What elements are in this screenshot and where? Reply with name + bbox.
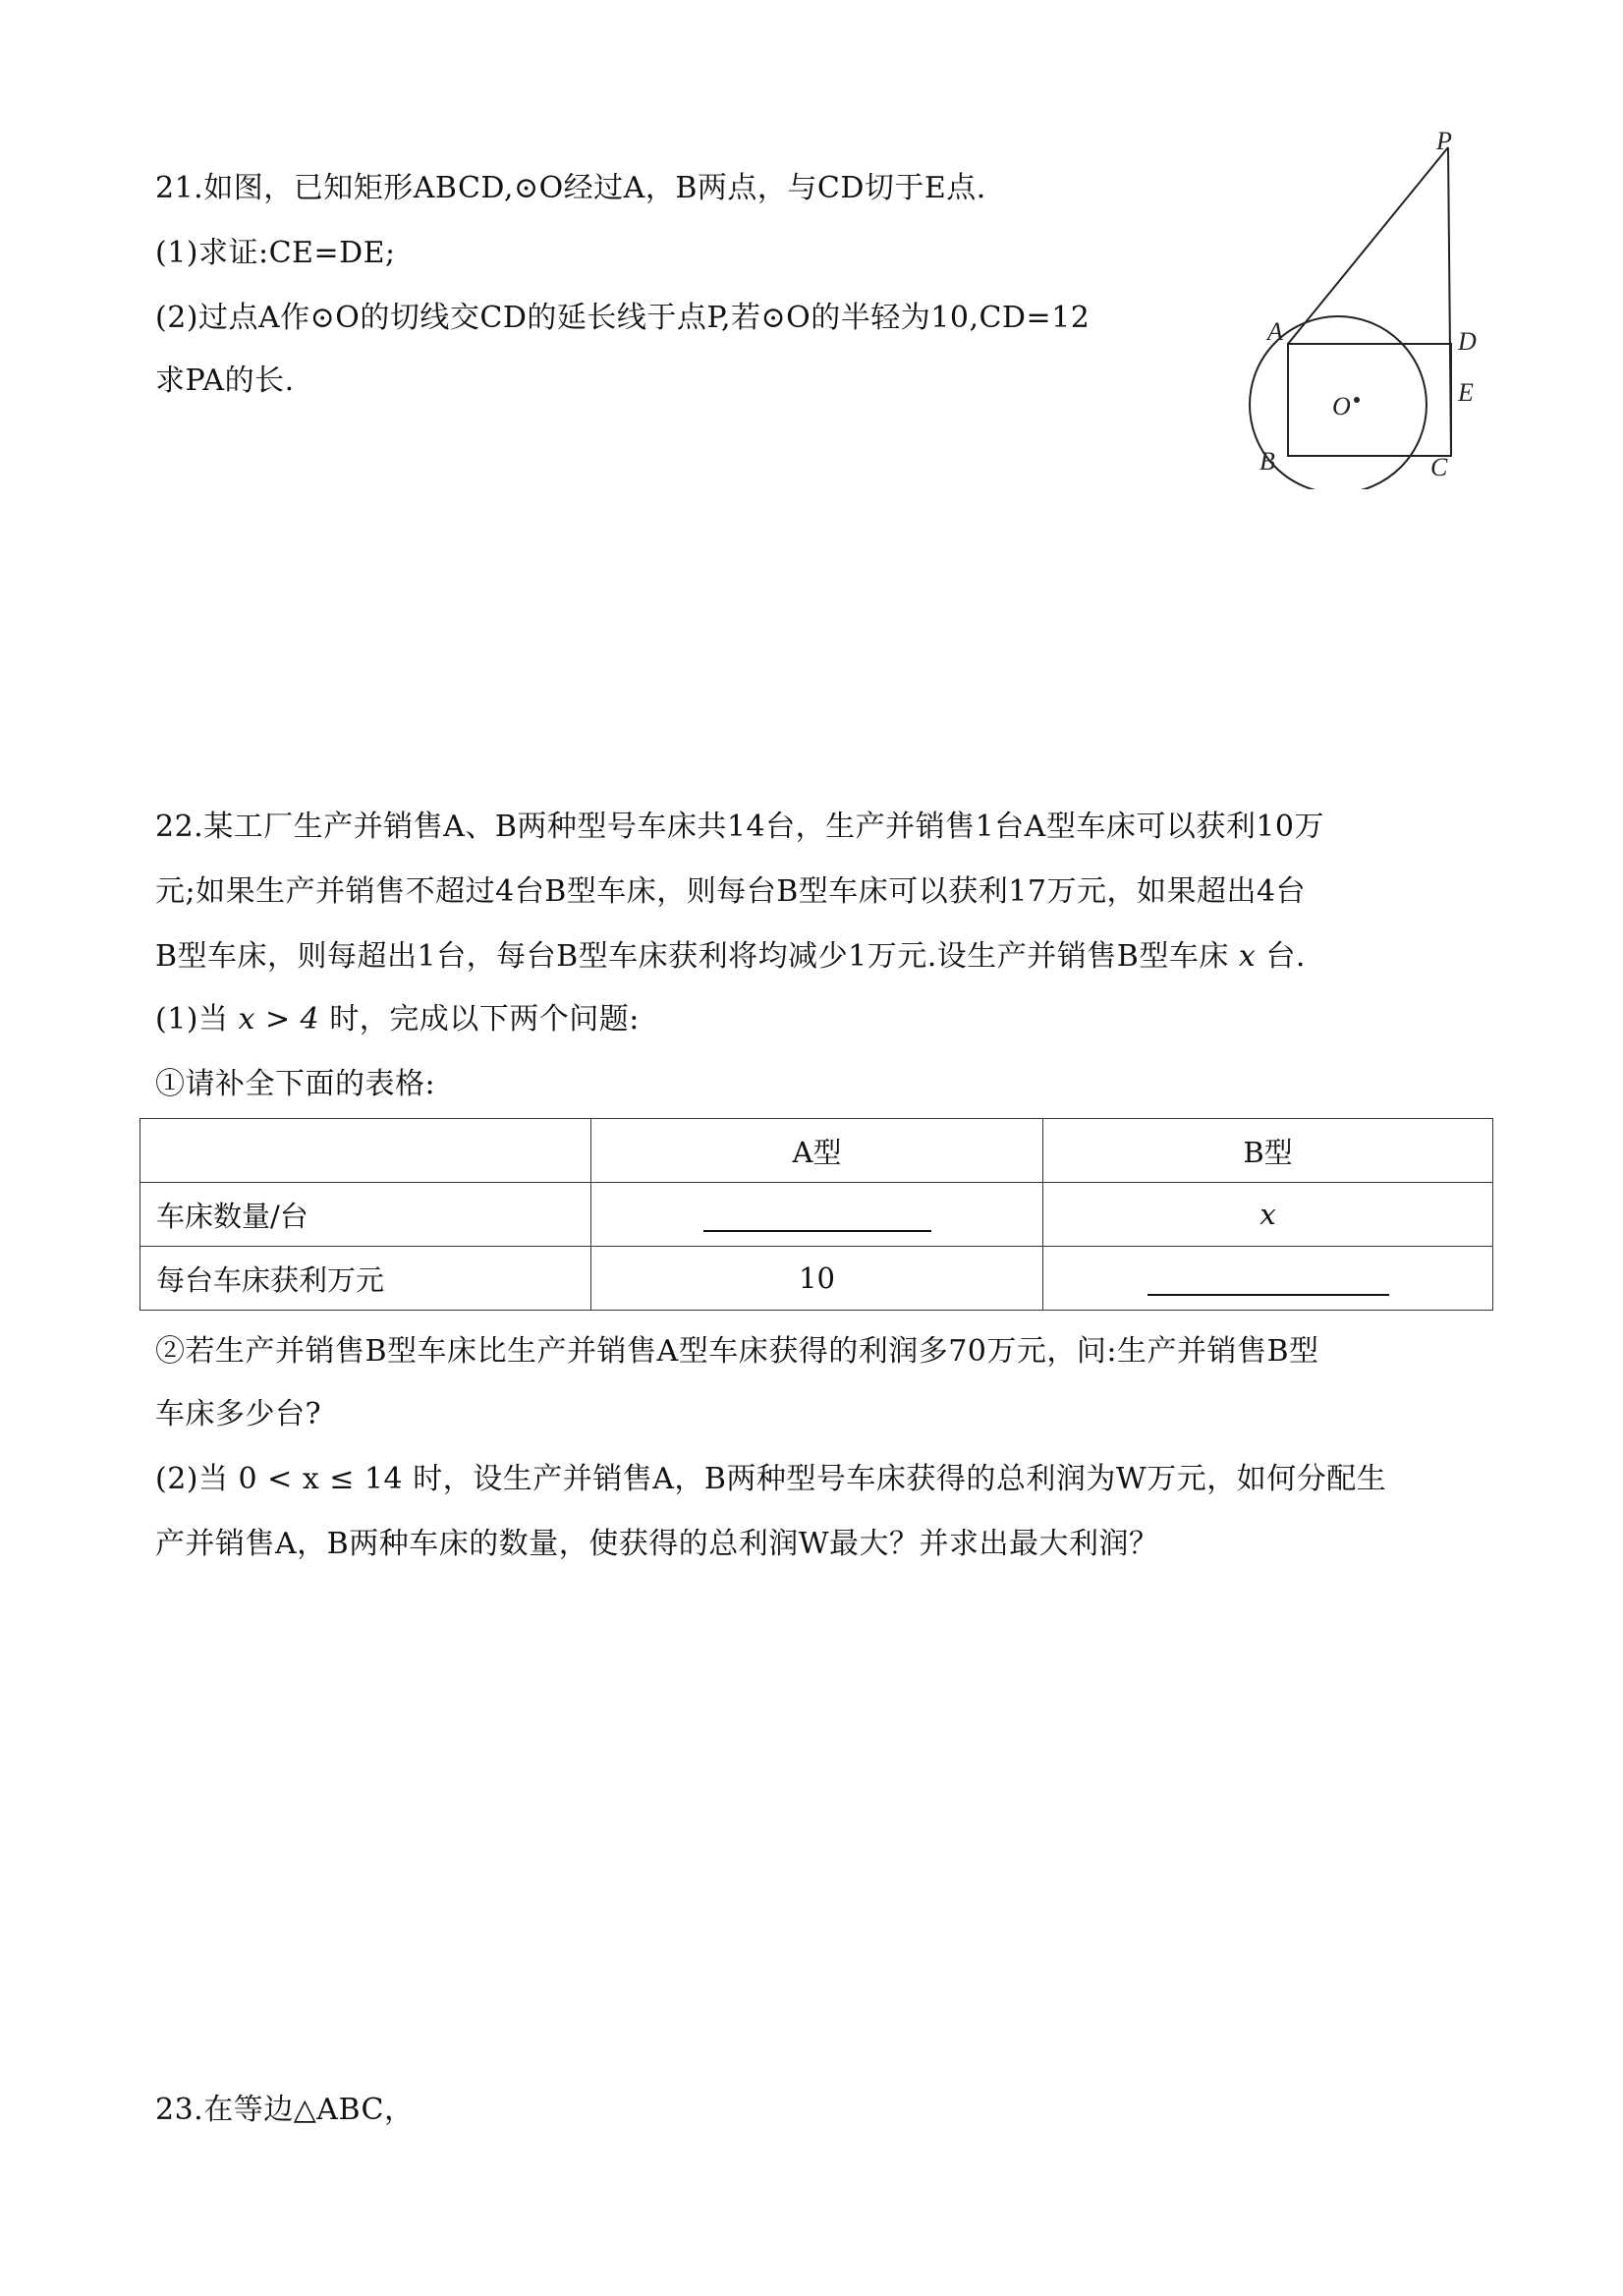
q22-sub2-line1: ②若生产并销售B型车床比生产并销售A型车床获得的利润多70万元，问:生产并销售B型 — [155, 1334, 1319, 1369]
tangent-line-pa — [1288, 147, 1448, 344]
q22-part2-line2: 产并销售A，B两种车床的数量，使获得的总利润W最大？并求出最大利润？ — [155, 1527, 1159, 1561]
center-point — [1354, 397, 1360, 403]
table-cell-a-profit: 10 — [591, 1247, 1043, 1311]
q21-title: 21.如图，已知矩形ABCD,⊙O经过A，B两点，与CD切于E点. — [155, 171, 986, 205]
answer-blank-b-profit[interactable] — [1043, 1247, 1493, 1311]
label-b: B — [1259, 447, 1275, 476]
label-a: A — [1267, 317, 1283, 346]
table-row — [140, 1247, 1493, 1311]
q21-geometry-figure — [1246, 126, 1501, 489]
q22-part2-line1: (2)当 0 < x ≤ 14 时，设生产并销售A，B两种型号车床获得的总利润为W万元，如何分配生 — [155, 1462, 1387, 1496]
label-o: O — [1332, 392, 1351, 420]
profit-table — [140, 1118, 1493, 1311]
label-e: E — [1458, 378, 1474, 407]
q22-sub2-line2: 车床多少台? — [155, 1397, 322, 1431]
q22-line1: 22.某工厂生产并销售A、B两种型号车床共14台，生产并销售1台A型车床可以获利10万 — [155, 810, 1325, 844]
label-p: P — [1436, 127, 1452, 155]
label-d: D — [1458, 327, 1477, 356]
label-c: C — [1430, 453, 1448, 481]
condition-range: 0 < x ≤ 14 — [238, 1462, 404, 1496]
condition-x-gt-4: x > 4 — [238, 1002, 320, 1036]
table-row — [140, 1183, 1493, 1247]
answer-blank-a-count[interactable] — [591, 1183, 1043, 1247]
table-row-label: 每台车床获利万元 — [140, 1247, 591, 1311]
q21-part2-line1: (2)过点A作⊙O的切线交CD的延长线于点P,若⊙O的半轻为10,CD=12 — [155, 301, 1091, 335]
q21-part2-line2: 求PA的长. — [155, 364, 295, 398]
table-cell-b-count: x — [1043, 1183, 1493, 1247]
table-header-blank — [140, 1119, 591, 1183]
q22-line3: B型车床，则每超出1台，每台B型车床获利将均减少1万元.设生产并销售B型车床 x 台. — [155, 939, 1306, 974]
line-pc — [1448, 147, 1451, 456]
table-header-b: B型 — [1043, 1119, 1493, 1183]
q22-part1: (1)当 x > 4 时，完成以下两个问题: — [155, 1002, 640, 1036]
q23-title: 23.在等边△ABC， — [155, 2093, 415, 2127]
table-header-a: A型 — [591, 1119, 1043, 1183]
table-row-label: 车床数量/台 — [140, 1183, 591, 1247]
table-header-row — [140, 1119, 1493, 1183]
variable-x: x — [1238, 939, 1257, 974]
q22-sub1: ①请补全下面的表格: — [155, 1067, 436, 1101]
q22-line2: 元;如果生产并销售不超过4台B型车床，则每台B型车床可以获利17万元，如果超出4台 — [155, 874, 1307, 909]
q21-part1: (1)求证:CE=DE; — [155, 236, 396, 270]
